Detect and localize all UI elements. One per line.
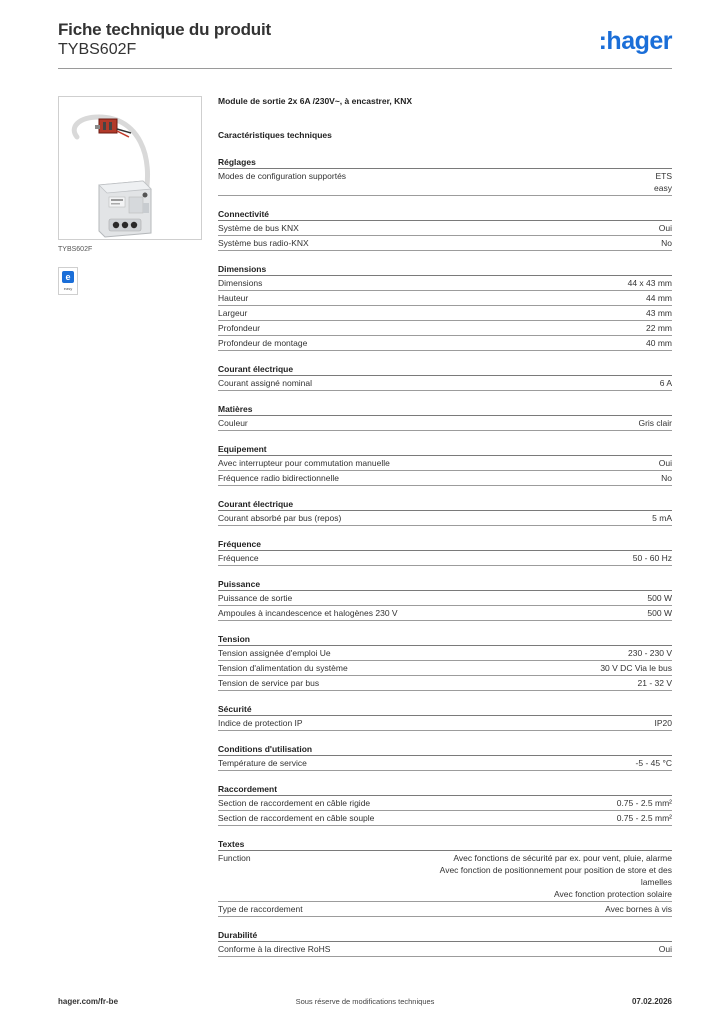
spec-value-line: 230 - 230 V — [628, 648, 672, 658]
spec-label: Température de service — [218, 758, 307, 768]
section-title: Puissance — [218, 577, 672, 591]
section-title: Sécurité — [218, 702, 672, 716]
spec-value — [412, 852, 672, 900]
spec-section — [218, 577, 672, 621]
easy-badge — [58, 267, 78, 295]
section-title: Raccordement — [218, 782, 672, 796]
section-title: Matières — [218, 402, 672, 416]
spec-value-line: Oui — [658, 944, 672, 954]
spec-label: Largeur — [218, 308, 248, 318]
spec-section — [218, 782, 672, 826]
spec-value — [628, 277, 672, 289]
spec-value-line: 500 W — [647, 593, 672, 603]
spec-label: Tension d'alimentation du système — [218, 663, 348, 673]
section-title: Dimensions — [218, 262, 672, 276]
spec-section — [218, 155, 672, 196]
spec-section — [218, 537, 672, 566]
spec-row — [218, 471, 672, 486]
spec-value-line: 50 - 60 Hz — [632, 553, 672, 563]
spec-value-line: 44 mm — [646, 293, 672, 303]
spec-label: Courant assigné nominal — [218, 378, 313, 388]
spec-value-line: IP20 — [654, 718, 672, 728]
spec-row — [218, 811, 672, 826]
section-title: Courant électrique — [218, 497, 672, 511]
spec-value-line: 21 - 32 V — [637, 678, 672, 688]
spec-label: Tension assignée d'emploi Ue — [218, 648, 331, 658]
spec-value — [638, 417, 672, 429]
spec-row — [218, 646, 672, 661]
spec-value-line: 22 mm — [646, 323, 672, 333]
spec-value — [646, 292, 672, 304]
spec-label: Fréquence — [218, 553, 259, 563]
spec-label: Avec interrupteur pour commutation manuelle — [218, 458, 390, 468]
spec-row — [218, 661, 672, 676]
spec-value — [655, 717, 673, 729]
spec-section — [218, 362, 672, 391]
spec-value — [647, 592, 672, 604]
easy-badge-label: easy — [63, 286, 73, 291]
spec-section — [218, 742, 672, 771]
spec-value — [646, 337, 672, 349]
spec-row — [218, 796, 672, 811]
spec-section — [218, 837, 672, 917]
spec-value-line: 6 A — [659, 378, 672, 388]
spec-value — [659, 457, 672, 469]
spec-value — [660, 377, 672, 389]
spec-value — [617, 812, 672, 824]
spec-row — [218, 851, 672, 902]
spec-label: Profondeur — [218, 323, 261, 333]
spec-row — [218, 902, 672, 917]
spec-value — [628, 647, 672, 659]
spec-label: Modes de configuration supportés — [218, 171, 347, 181]
spec-sections — [218, 155, 672, 957]
spec-row — [218, 756, 672, 771]
spec-row — [218, 511, 672, 526]
spec-row — [218, 376, 672, 391]
product-illustration — [59, 97, 203, 241]
section-title: Tension — [218, 632, 672, 646]
spec-value — [600, 662, 672, 674]
spec-row — [218, 169, 672, 196]
specs-heading: Caractéristiques techniques — [218, 130, 332, 140]
product-media — [58, 96, 202, 295]
spec-label: Type de raccordement — [218, 904, 303, 914]
spec-value — [661, 237, 672, 249]
spec-content — [218, 96, 672, 957]
spec-label: Système bus radio-KNX — [218, 238, 309, 248]
spec-value — [652, 512, 672, 524]
product-image — [58, 96, 202, 240]
image-caption: TYBS602F — [58, 246, 93, 253]
spec-row — [218, 306, 672, 321]
spec-value — [661, 472, 672, 484]
spec-label: Puissance de sortie — [218, 593, 293, 603]
spec-section — [218, 928, 672, 957]
spec-value-line: 44 x 43 mm — [627, 278, 672, 288]
spec-row — [218, 236, 672, 251]
spec-row — [218, 336, 672, 351]
spec-value — [633, 552, 672, 564]
spec-value-line: 0.75 - 2.5 mm² — [616, 798, 672, 808]
spec-value — [654, 170, 672, 194]
spec-value-line: Oui — [658, 458, 672, 468]
spec-value — [646, 307, 672, 319]
spec-label: Dimensions — [218, 278, 263, 288]
spec-section — [218, 702, 672, 731]
spec-row — [218, 676, 672, 691]
spec-value — [638, 677, 673, 689]
spec-value — [617, 797, 672, 809]
section-title: Equipement — [218, 442, 672, 456]
spec-section — [218, 442, 672, 486]
page-title: Fiche technique du produit — [58, 20, 271, 39]
spec-row — [218, 606, 672, 621]
spec-label: Section de raccordement en câble souple — [218, 813, 375, 823]
spec-row — [218, 416, 672, 431]
spec-label: Indice de protection IP — [218, 718, 303, 728]
spec-value — [646, 322, 672, 334]
spec-label: Section de raccordement en câble rigide — [218, 798, 371, 808]
spec-label: Tension de service par bus — [218, 678, 320, 688]
spec-value — [659, 943, 672, 955]
section-title: Fréquence — [218, 537, 672, 551]
spec-value-line: 0.75 - 2.5 mm² — [616, 813, 672, 823]
footer-disclaimer: Sous réserve de modifications techniques — [295, 997, 435, 1006]
spec-value-line: 500 W — [647, 608, 672, 618]
spec-section — [218, 497, 672, 526]
spec-label: Hauteur — [218, 293, 249, 303]
spec-value-line: -5 - 45 °C — [635, 758, 672, 768]
spec-value-line: 43 mm — [646, 308, 672, 318]
spec-value-line: easy — [654, 183, 672, 193]
spec-value — [647, 607, 672, 619]
footer-website[interactable]: hager.com/fr-be — [58, 997, 119, 1006]
page-footer — [58, 997, 672, 1011]
spec-row — [218, 591, 672, 606]
spec-label: Ampoules à incandescence et halogènes 230 V — [218, 608, 398, 618]
spec-row — [218, 551, 672, 566]
spec-row — [218, 291, 672, 306]
spec-section — [218, 632, 672, 691]
spec-row — [218, 276, 672, 291]
spec-value-line: Avec fonctions de sécurité par ex. pour vent, pluie, alarme — [453, 853, 672, 863]
spec-value-line: Avec bornes à vis — [605, 904, 672, 914]
spec-label: Courant absorbé par bus (repos) — [218, 513, 342, 523]
spec-row — [218, 942, 672, 957]
section-title: Connectivité — [218, 207, 672, 221]
spec-label: Function — [218, 853, 251, 863]
spec-label: Système de bus KNX — [218, 223, 299, 233]
spec-label: Fréquence radio bidirectionnelle — [218, 473, 339, 483]
spec-value — [605, 903, 672, 915]
spec-value-line: Avec fonction protection solaire — [554, 889, 672, 899]
header-divider — [58, 68, 672, 69]
easy-icon: e — [62, 271, 74, 283]
spec-value-line: No — [661, 473, 672, 483]
spec-row — [218, 716, 672, 731]
section-title: Réglages — [218, 155, 672, 169]
page-header — [58, 20, 672, 70]
spec-section — [218, 402, 672, 431]
spec-row — [218, 321, 672, 336]
spec-value-line: 5 mA — [652, 513, 672, 523]
spec-section — [218, 207, 672, 251]
spec-value-line: 40 mm — [646, 338, 672, 348]
spec-label: Couleur — [218, 418, 248, 428]
section-title: Durabilité — [218, 928, 672, 942]
section-title: Textes — [218, 837, 672, 851]
footer-date: 07.02.2026 — [631, 997, 672, 1006]
spec-value-line: Avec fonction de positionnement pour position de store et des lamelles — [439, 865, 672, 887]
section-title: Conditions d'utilisation — [218, 742, 672, 756]
spec-value-line: Gris clair — [638, 418, 672, 428]
spec-value — [659, 222, 672, 234]
spec-value-line: ETS — [655, 171, 672, 181]
product-reference: TYBS602F — [58, 41, 137, 58]
spec-label: Profondeur de montage — [218, 338, 308, 348]
spec-value-line: No — [661, 238, 672, 248]
product-description: Module de sortie 2x 6A /230V~, à encastrer, KNX — [218, 96, 413, 106]
spec-value-line: Oui — [658, 223, 672, 233]
spec-label: Conforme à la directive RoHS — [218, 944, 331, 954]
hager-logo: :hager — [598, 27, 672, 55]
spec-value — [636, 757, 672, 769]
section-title: Courant électrique — [218, 362, 672, 376]
spec-row — [218, 221, 672, 236]
spec-row — [218, 456, 672, 471]
spec-section — [218, 262, 672, 351]
spec-value-line: 30 V DC Via le bus — [600, 663, 672, 673]
